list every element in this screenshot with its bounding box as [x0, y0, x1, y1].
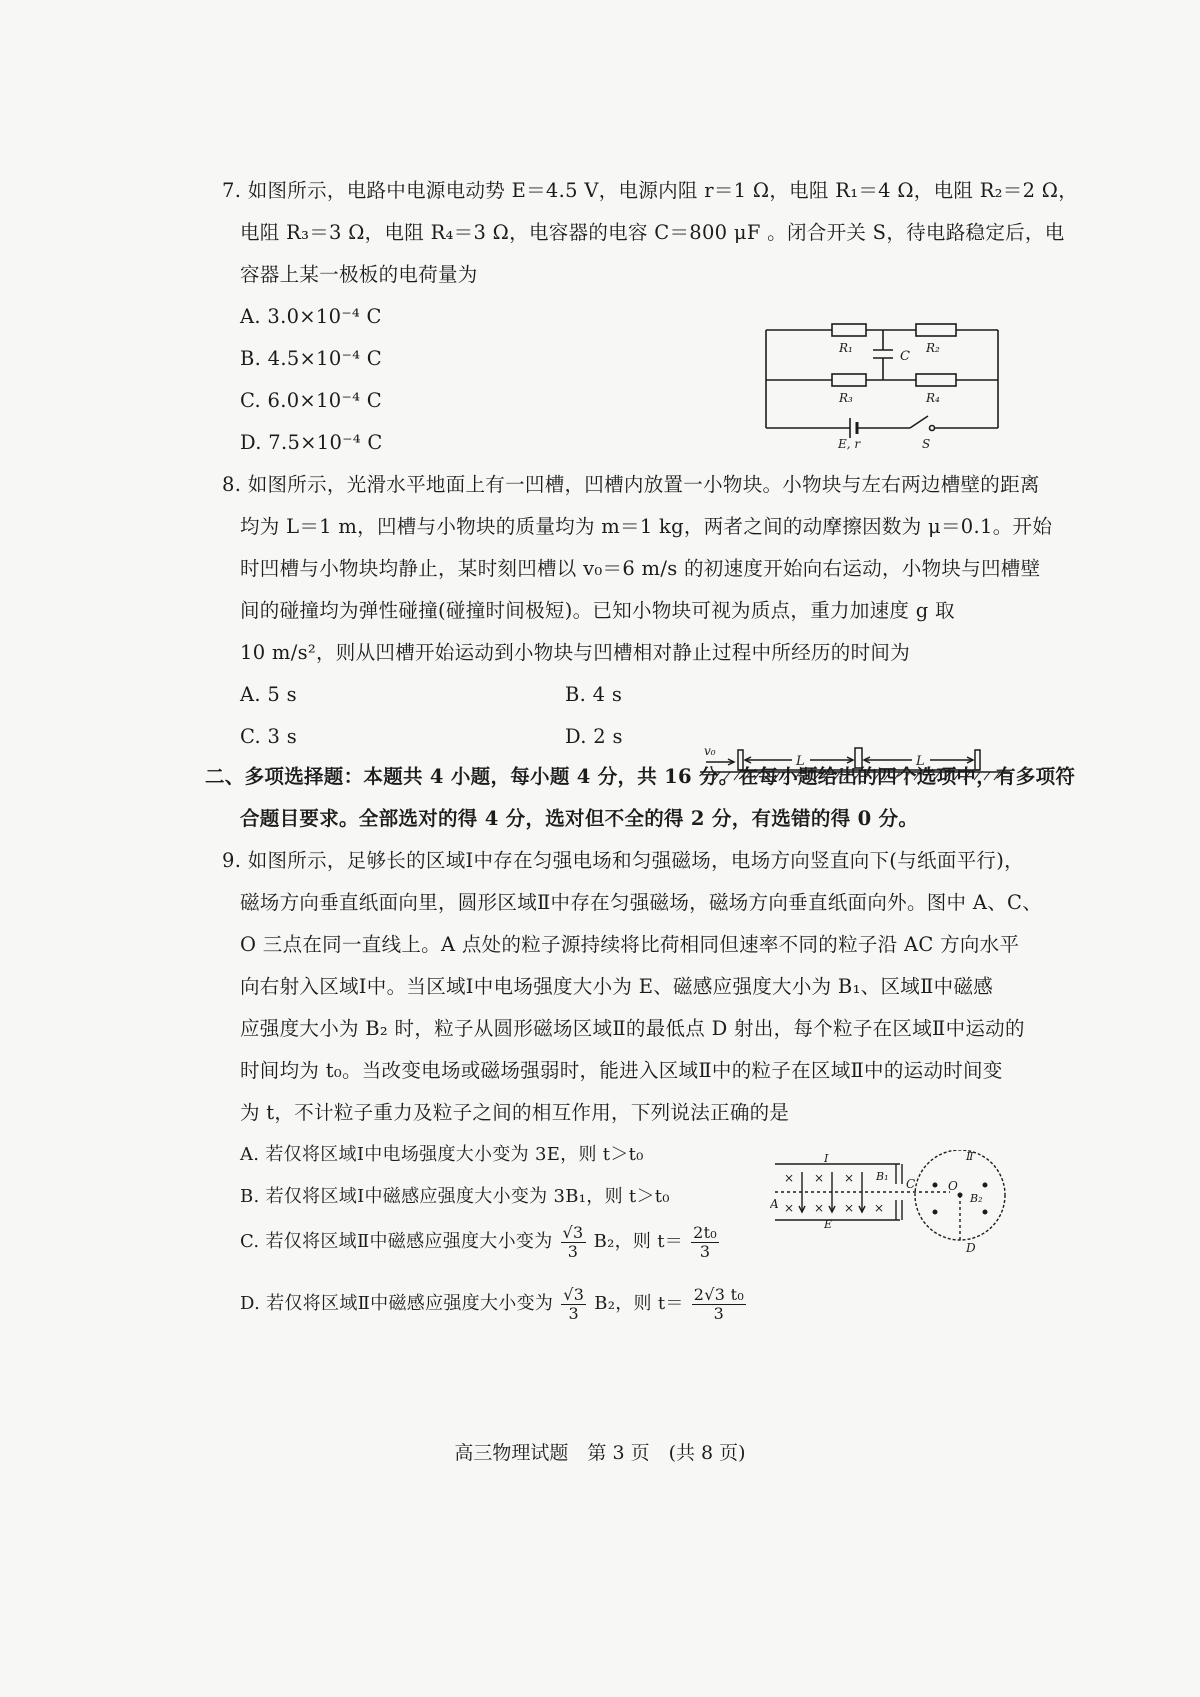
c-label: C: [900, 349, 910, 364]
b2-label: B₂: [970, 1192, 983, 1205]
q9-option-c-coefficient: [561, 1224, 586, 1261]
q7-line-2: 电阻 R₃＝3 Ω，电阻 R₄＝3 Ω，电容器的电容 C＝800 μF 。闭合开关 S，待电路稳定后，电: [240, 221, 1065, 244]
q8-option-a: A. 5 s: [240, 683, 297, 706]
q8-option-b: B. 4 s: [565, 683, 623, 706]
r1-label: R₁: [839, 341, 853, 355]
point-d-label: D: [966, 1241, 976, 1255]
q8-option-d: D. 2 s: [565, 725, 623, 748]
section2-heading-line-1: 二、多项选择题：本题共 4 小题，每小题 4 分，共 16 分。在每小题给出的四个选项中，有多项符: [205, 765, 1076, 788]
q9-option-b: B. 若仅将区域Ⅰ中磁感应强度大小变为 3B₁，则 t＞t₀: [240, 1186, 670, 1207]
cross-mark-2: ×: [814, 1171, 825, 1185]
q9-line-1: 9. 如图所示，足够长的区域Ⅰ中存在匀强电场和匀强磁场，电场方向竖直向下(与纸面平行)，: [222, 849, 1024, 872]
cross-mark-4: ×: [784, 1201, 795, 1215]
q9-option-d: [240, 1284, 748, 1324]
r4-label: R₄: [926, 391, 940, 405]
l-label-left: L: [796, 754, 805, 769]
q7-line-3: 容器上某一极板的电荷量为: [240, 263, 478, 286]
q9-option-c-result: [691, 1224, 719, 1261]
q7-option-d: D. 7.5×10⁻⁴ C: [240, 431, 383, 454]
region-2-label: Ⅱ: [966, 1150, 974, 1163]
q8-line-5: 10 m/s²，则从凹槽开始运动到小物块与凹槽相对静止过程中所经历的时间为: [240, 641, 910, 664]
q9-line-3: O 三点在同一直线上。A 点处的粒子源持续将比荷相同但速率不同的粒子沿 AC 方向水平: [240, 933, 1020, 956]
q8-line-3: 时凹槽与小物块均静止，某时刻凹槽以 v₀＝6 m/s 的初速度开始向右运动，小物块与凹槽壁: [240, 557, 1041, 580]
point-a-label: A: [770, 1197, 779, 1211]
q9-option-c-res-num: 2t₀: [693, 1222, 718, 1242]
q9-field-diagram: [770, 1150, 1030, 1270]
l-label-right: L: [916, 754, 925, 769]
q9-option-c-coef-num: √3: [562, 1222, 584, 1242]
q9-option-c-res-den: 3: [699, 1241, 711, 1261]
q9-option-c-mid: B₂，则 t＝: [593, 1231, 684, 1252]
r2-label: R₂: [926, 341, 940, 355]
s-label: S: [922, 437, 931, 450]
e-label: E: [824, 1218, 833, 1231]
q9-option-c-coef-den: 3: [567, 1241, 579, 1261]
q9-option-a: A. 若仅将区域Ⅰ中电场强度大小变为 3E，则 t＞t₀: [240, 1144, 644, 1165]
q9-option-d-coef-num: √3: [563, 1284, 585, 1304]
er-label: E, r: [838, 437, 861, 450]
section2-heading-line-2: 合题目要求。全部选对的得 4 分，选对但不全的得 2 分，有选错的得 0 分。: [240, 807, 919, 830]
q9-option-d-res-den: 3: [713, 1303, 725, 1323]
q9-option-d-prefix: D. 若仅将区域Ⅱ中磁感应强度大小变为: [240, 1293, 554, 1314]
page-footer: 高三物理试题 第 3 页 (共 8 页): [454, 1442, 746, 1464]
point-c-label: C: [906, 1177, 916, 1191]
q9-option-c-prefix: C. 若仅将区域Ⅱ中磁感应强度大小变为: [240, 1231, 553, 1252]
cross-mark-6: ×: [844, 1201, 855, 1215]
q7-option-c: C. 6.0×10⁻⁴ C: [240, 389, 382, 412]
r3-label: R₃: [839, 391, 853, 405]
q9-option-c: [240, 1222, 721, 1262]
q9-line-6: 时间均为 t₀。当改变电场或磁场强弱时，能进入区域Ⅱ中的粒子在区域Ⅱ中的运动时间变: [240, 1059, 1003, 1082]
q9-line-7: 为 t，不计粒子重力及粒子之间的相互作用，下列说法正确的是: [240, 1101, 790, 1124]
q9-line-4: 向右射入区域Ⅰ中。当区域Ⅰ中电场强度大小为 E、磁感应强度大小为 B₁、区域Ⅱ中磁感: [240, 975, 994, 998]
region-1-label: Ⅰ: [824, 1152, 829, 1165]
cross-mark-5: ×: [814, 1201, 825, 1215]
q9-option-d-mid: B₂，则 t＝: [594, 1293, 684, 1314]
point-o-label: O: [948, 1179, 958, 1193]
q7-option-b: B. 4.5×10⁻⁴ C: [240, 347, 383, 370]
q7-option-a: A. 3.0×10⁻⁴ C: [240, 305, 382, 328]
b1-label: B₁: [876, 1170, 889, 1183]
q7-line-1: 7. 如图所示，电路中电源电动势 E＝4.5 V，电源内阻 r＝1 Ω，电阻 R₁＝4 Ω，电阻 R₂＝2 Ω，: [222, 179, 1079, 202]
q8-line-2: 均为 L＝1 m，凹槽与小物块的质量均为 m＝1 kg，两者之间的动摩擦因数为 μ＝0.1。开始: [240, 515, 1053, 538]
q8-option-c: C. 3 s: [240, 725, 298, 748]
q9-option-d-res-num: 2√3 t₀: [693, 1284, 745, 1304]
q8-line-4: 间的碰撞均为弹性碰撞(碰撞时间极短)。已知小物块可视为质点，重力加速度 g 取: [240, 599, 955, 622]
q9-option-d-coefficient: [561, 1286, 586, 1323]
cross-mark-1: ×: [784, 1171, 795, 1185]
cross-mark-7: ×: [874, 1201, 885, 1215]
q8-line-1: 8. 如图所示，光滑水平地面上有一凹槽，凹槽内放置一小物块。小物块与左右两边槽壁的距离: [222, 473, 1040, 496]
q7-circuit-diagram: [760, 300, 1010, 450]
q9-option-d-result: [692, 1286, 746, 1323]
q9-line-2: 磁场方向垂直纸面向里，圆形区域Ⅱ中存在匀强磁场，磁场方向垂直纸面向外。图中 A、C、: [240, 891, 1043, 914]
cross-mark-3: ×: [844, 1171, 855, 1185]
q9-line-5: 应强度大小为 B₂ 时，粒子从圆形磁场区域Ⅱ的最低点 D 射出，每个粒子在区域Ⅱ中运动的: [240, 1017, 1025, 1040]
q9-option-d-coef-den: 3: [568, 1303, 579, 1323]
v0-label: v₀: [704, 744, 716, 758]
